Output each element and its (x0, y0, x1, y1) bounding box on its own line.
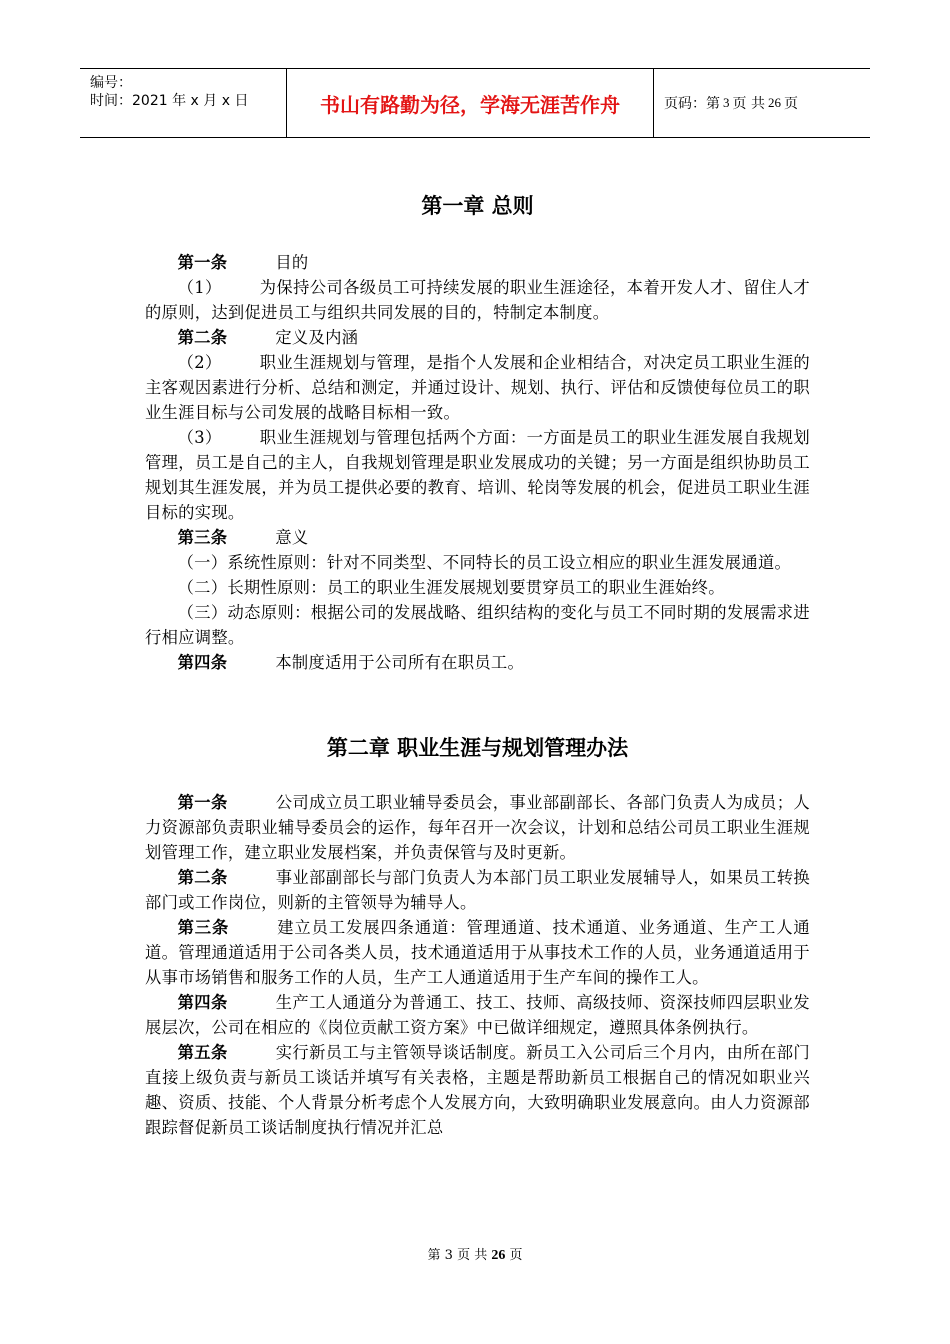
principle-1: （一）系统性原则：针对不同类型、不同特长的员工设立相应的职业生涯发展通道。 (177, 553, 792, 572)
ch2-article-3: 第三条 建立员工发展四条通道：管理通道、技术通道、业务通道、生产工人通道。管理通道适用于公司各类人员，技术通道适用于从事技术工作的人员，业务通道适用于从事市场销售和服务工作的人员，生产工人通道适用于生产车间的操作工人。 (145, 918, 810, 987)
article-4: 第四条 本制度适用于公司所有在职员工。 (177, 653, 525, 672)
footer-total: 26 (491, 1248, 506, 1263)
footer-prefix: 第 (427, 1248, 441, 1263)
chapter-2-body (145, 790, 810, 1140)
paragraph-1: （1） 为保持公司各级员工可持续发展的职业生涯途径，本着开发人才、留住人才的原则，达到促进员工与组织共同发展的目的，特制定本制度。 (145, 278, 811, 322)
chapter-1-body (145, 250, 810, 675)
article-3-heading: 第三条 意义 (177, 528, 309, 547)
document-date: 时间：2021 年 x 月 x 日 (90, 93, 249, 109)
ch2-article-1: 第一条 公司成立员工职业辅导委员会，事业部副部长、各部门负责人为成员；人力资源部负责职业辅导委员会的运作，每年召开一次会议，计划和总结公司员工职业生涯规划管理工作，建立职业发展档案，并负责保管与及时更新。 (145, 793, 810, 862)
article-2-heading: 第二条 定义及内涵 (177, 328, 359, 347)
chapter-2-title: 第二章 职业生涯与规划管理办法 (326, 736, 629, 760)
page-footer (0, 1244, 950, 1264)
header-motto: 书山有路勤为径，学海无涯苦作舟 (287, 69, 654, 137)
principle-2: （二）长期性原则：员工的职业生涯发展规划要贯穿员工的职业生涯始终。 (177, 578, 725, 597)
footer-suffix: 页 (509, 1248, 523, 1263)
page-header (80, 68, 870, 138)
ch2-article-2: 第二条 事业部副部长与部门负责人为本部门员工职业发展辅导人，如果员工转换部门或工作岗位，则新的主管领导为辅导人。 (145, 868, 810, 912)
article-1-heading: 第一条 目的 (177, 253, 309, 272)
footer-middle: 页 共 (457, 1248, 488, 1263)
page-prefix: 页码：第 (664, 96, 720, 112)
footer-current: 3 (444, 1248, 453, 1263)
principle-3: （三）动态原则：根据公司的发展战略、组织结构的变化与员工不同时期的发展需求进行相应调整。 (145, 603, 810, 647)
page-suffix: 页 (783, 96, 798, 112)
chapter-1-title: 第一章 总则 (421, 194, 534, 218)
paragraph-3: （3） 职业生涯规划与管理包括两个方面：一方面是员工的职业生涯发展自我规划管理，员工是自己的主人，自我规划管理是职业发展成功的关键；另一方面是组织协助员工规划其生涯发展，并为员工提供必要的教育、培训、轮岗等发展的机会，促进员工职业生涯目标的实现。 (145, 428, 811, 522)
document-number-label: 编号： (90, 75, 132, 91)
page-total: 26 (767, 95, 781, 110)
header-meta (80, 69, 287, 137)
page-middle: 页 共 (732, 96, 765, 112)
paragraph-2: （2） 职业生涯规划与管理，是指个人发展和企业相结合，对决定员工职业生涯的主客观因素进行分析、总结和测定，并通过设计、规划、执行、评估和反馈使每位员工的职业生涯目标与公司发展的战略目标相一致。 (145, 353, 811, 422)
page-current: 3 (723, 95, 730, 110)
header-page-info (654, 69, 870, 137)
ch2-article-4: 第四条 生产工人通道分为普通工、技工、技师、高级技师、资深技师四层职业发展层次，公司在相应的《岗位贡献工资方案》中已做详细规定，遵照具体条例执行。 (145, 993, 810, 1037)
ch2-article-5: 第五条 实行新员工与主管领导谈话制度。新员工入公司后三个月内，由所在部门直接上级负责与新员工谈话并填写有关表格，主题是帮助新员工根据自己的情况如职业兴趣、资质、技能、个人背景分析考虑个人发展方向，大致明确职业发展意向。由人力资源部跟踪督促新员工谈话制度执行情况并汇总 (145, 1043, 810, 1137)
